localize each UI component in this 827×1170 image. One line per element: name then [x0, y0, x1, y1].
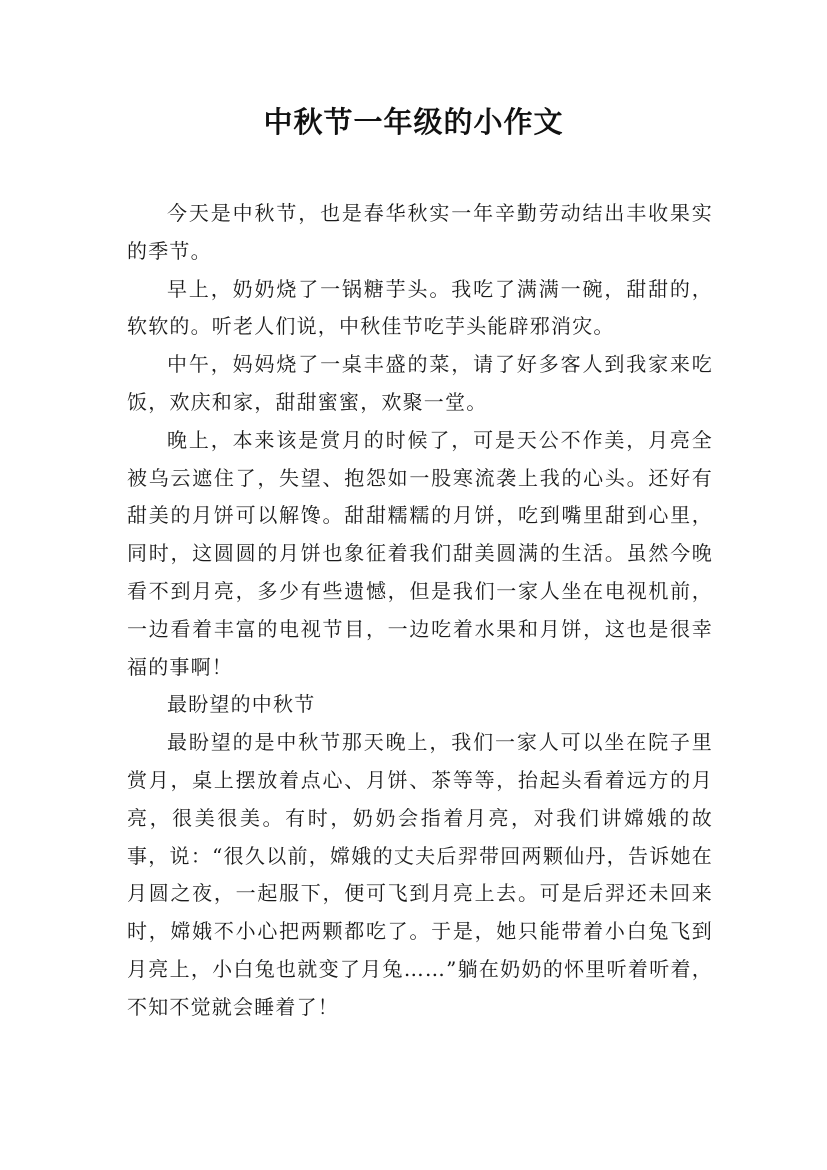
paragraph-4: 晚上，本来该是赏月的时候了，可是天公不作美，月亮全被乌云遮住了，失望、抱怨如一股寒流袭上我的心头。还好有甜美的月饼可以解馋。甜甜糯糯的月饼，吃到嘴里甜到心里，同时，这圆圆的月饼也象征着我们甜美圆满的生活。虽然今晚看不到月亮，多少有些遗憾，但是我们一家人坐在电视机前，一边看着丰富的电视节目，一边吃着水果和月饼，这也是很幸福的事啊！	[127, 427, 713, 679]
document-title: 中秋节一年级的小作文	[263, 105, 564, 139]
paragraph-3: 中午，妈妈烧了一桌丰盛的菜，请了好多客人到我家来吃饭，欢庆和家，甜甜蜜蜜，欢聚一堂。	[127, 352, 713, 414]
paragraph-5: 最盼望的是中秋节那天晚上，我们一家人可以坐在院子里赏月，桌上摆放着点心、月饼、茶等等，抬起头看着远方的月亮，很美很美。有时，奶奶会指着月亮，对我们讲嫦娥的故事，说：“很久以前，嫦娥的丈夫后羿带回两颗仙丹，告诉她在月圆之夜，一起服下，便可飞到月亮上去。可是后羿还未回来时，嫦娥不小心把两颗都吃了。于是，她只能带着小白兔飞到月亮上，小白兔也就变了月兔……”躺在奶奶的怀里听着听着，不知不觉就会睡着了！	[127, 730, 713, 1019]
document-body	[127, 195, 713, 1027]
paragraph-1: 今天是中秋节，也是春华秋实一年辛勤劳动结出丰收果实的季节。	[127, 201, 713, 263]
paragraph-2: 早上，奶奶烧了一锅糖芋头。我吃了满满一碗，甜甜的，软软的。听老人们说，中秋佳节吃芋头能辟邪消灾。	[127, 276, 713, 339]
section-heading: 最盼望的中秋节	[167, 692, 316, 717]
